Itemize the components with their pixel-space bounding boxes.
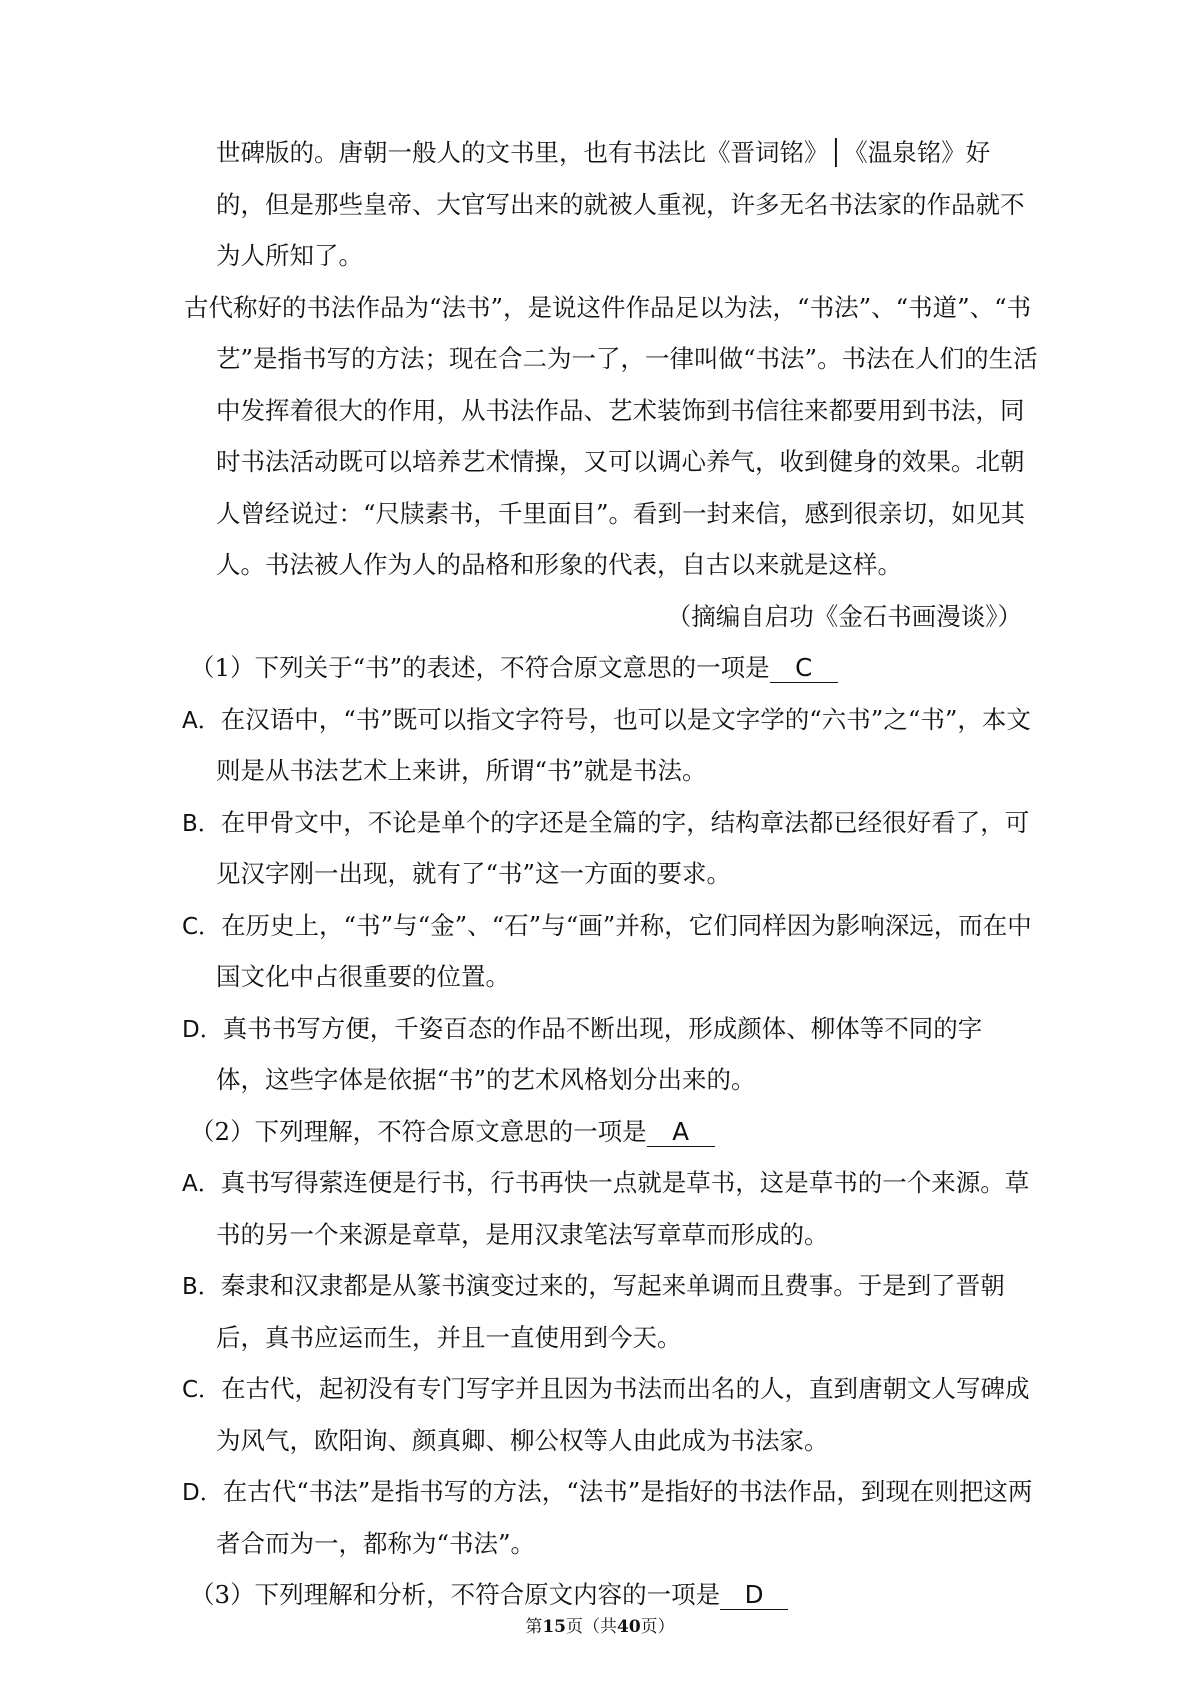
option-letter: B．: [182, 810, 221, 837]
option-text: 在汉语中，“书”既可以指文字符号，也可以是文字学的“六书”之“书”，本文: [220, 704, 1031, 734]
answer-blank: A: [647, 1118, 715, 1147]
question-stem: [190, 1116, 715, 1148]
option-text: 真书写得萦连便是行书，行书再快一点就是草书，这是草书的一个来源。草: [220, 1168, 1030, 1197]
question-stem-text: （1）下列关于“书”的表述，不符合原文意思的一项是: [190, 653, 770, 682]
question-stem: [190, 652, 838, 684]
option-line: 书的另一个来源是章草，是用汉隶笔法写章草而形成的。: [216, 1219, 829, 1249]
passage-line: 的，但是那些皇帝、大官写出来的就被人重视，许多无名书法家的作品就不: [216, 189, 1025, 219]
option-text: 在古代，起初没有专门写字并且因为书法而出名的人，直到唐朝文人写碑成: [221, 1374, 1030, 1403]
answer-blank: D: [720, 1581, 788, 1610]
option-line: [182, 910, 1032, 943]
option-line: 后，真书应运而生，并且一直使用到今天。: [216, 1322, 682, 1352]
page-number: 15: [542, 1617, 566, 1637]
option-text: 秦隶和汉隶都是从篆书演变过来的，写起来单调而且费事。于是到了晋朝: [220, 1271, 1005, 1300]
passage-line: 人。书法被人作为人的品格和形象的代表，自古以来就是这样。: [216, 550, 902, 579]
option-text: 在古代“书法”是指书写的方法，“法书”是指好的书法作品，到现在则把这两: [222, 1477, 1033, 1506]
option-line: [182, 1476, 1032, 1509]
question-stem-text: （2）下列理解，不符合原文意思的一项是: [190, 1116, 647, 1146]
passage-line: 时书法活动既可以培养艺术情操，又可以调心养气，收到健身的效果。北朝: [216, 447, 1025, 476]
page-footer: [0, 1612, 1200, 1637]
footer-prefix: 第: [525, 1617, 543, 1637]
passage-line: 人曾经说过：“尺牍素书，千里面目”。看到一封来信，感到很亲切，如见其: [216, 498, 1026, 528]
footer-middle: 页（共: [566, 1617, 617, 1637]
option-letter: B．: [182, 1274, 221, 1300]
option-line: 为风气，欧阳询、颜真卿、柳公权等人由此成为书法家。: [216, 1425, 829, 1455]
option-letter: A．: [182, 707, 221, 734]
passage-line: 为人所知了。: [216, 241, 363, 270]
option-letter: A．: [182, 1171, 221, 1197]
option-line: 体，这些字体是依据“书”的艺术风格划分出来的。: [216, 1065, 756, 1094]
footer-suffix: 页）: [640, 1617, 675, 1637]
passage-line: 中发挥着很大的作用，从书法作品、艺术装饰到书信往来都要用到书法，同: [216, 395, 1025, 425]
option-line: 见汉字刚一出现，就有了“书”这一方面的要求。: [216, 859, 732, 888]
option-line: 则是从书法艺术上来讲，所谓“书”就是书法。: [216, 756, 707, 785]
page-total: 40: [617, 1617, 641, 1637]
source-citation: （摘编自启功《金石书画漫谈》）: [666, 601, 1022, 631]
option-line: [182, 704, 1031, 737]
option-line: [182, 1373, 1030, 1406]
passage-line: 古代称好的书法作品为“法书”，是说这件作品足以为法，“书法”、“书道”、“书: [184, 292, 1032, 322]
question-stem: [190, 1579, 788, 1611]
option-line: [182, 1270, 1005, 1303]
option-letter: D．: [182, 1016, 223, 1043]
option-letter: C．: [182, 1377, 222, 1403]
passage-line: 世碑版的。唐朝一般人的文书里，也有书法比《晋词铭》│《温泉铭》好: [216, 138, 991, 167]
option-line: [182, 1013, 982, 1046]
option-line: [182, 807, 1029, 840]
question-stem-text: （3）下列理解和分析，不符合原文内容的一项是: [190, 1580, 721, 1609]
option-line: 国文化中占很重要的位置。: [216, 962, 510, 991]
option-text: 在历史上，“书”与“金”、“石”与“画”并称，它们同样因为影响深远，而在中: [221, 910, 1032, 940]
passage-line: 艺”是指书写的方法；现在合二为一了，一律叫做“书法”。书法在人们的生活: [216, 344, 1038, 373]
option-letter: C．: [182, 913, 222, 940]
option-text: 在甲骨文中，不论是单个的字还是全篇的字，结构章法都已经很好看了，可: [220, 807, 1030, 837]
option-line: 者合而为一，都称为“书法”。: [216, 1528, 536, 1558]
answer-blank: C: [770, 654, 838, 683]
option-line: [182, 1167, 1029, 1200]
option-text: 真书书写方便，千姿百态的作品不断出现，形成颜体、柳体等不同的字: [222, 1013, 983, 1043]
option-letter: D．: [182, 1480, 223, 1506]
